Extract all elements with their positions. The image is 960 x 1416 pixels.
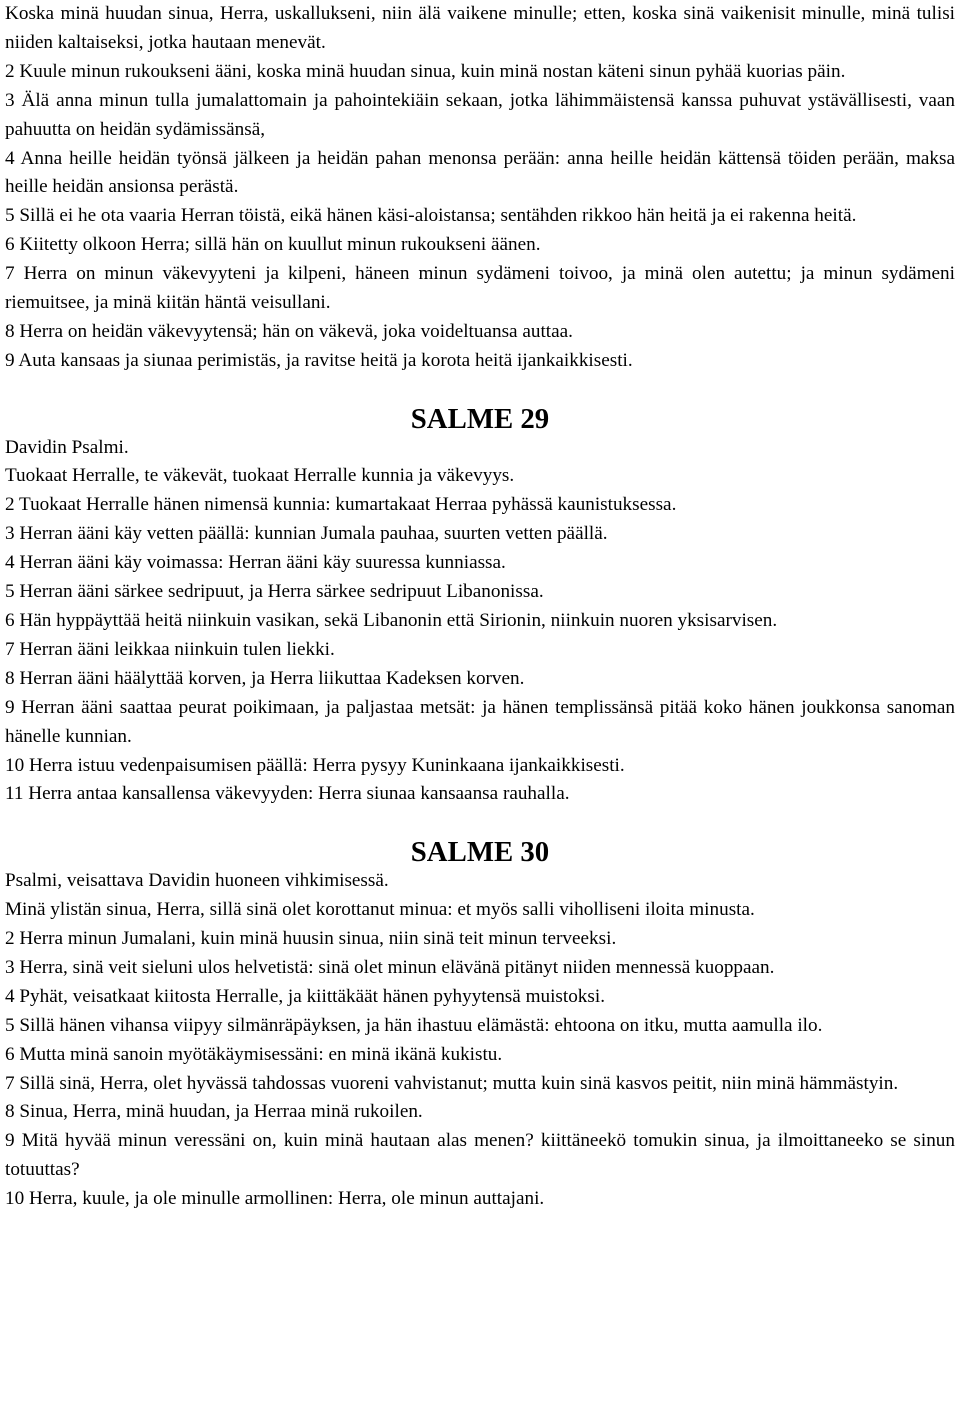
verse: 8 Sinua, Herra, minä huudan, ja Herraa minä rukoilen. <box>5 1101 423 1123</box>
verse: 9 Mitä hyvää minun veressäni on, kuin minä hautaan alas menen? kiittäneekö tomukin sinua, ja ilmoittaneeko se sinun totuuttas? <box>5 1130 955 1181</box>
verse: 9 Herran ääni saattaa peurat poikimaan, ja paljastaa metsät: ja hänen templissänsä pitää koko hänen joukkonsa sanoman hänelle kunnian. <box>5 696 955 747</box>
verse: Minä ylistän sinua, Herra, sillä sinä olet korottanut minua: et myös salli viholliseni iloita minusta. <box>5 899 755 921</box>
verse: 6 Hän hyppäyttää heitä niinkuin vasikan, sekä Libanonin että Sirionin, niinkuin nuoren yksisarvisen. <box>5 610 778 632</box>
verse: 2 Tuokaat Herralle hänen nimensä kunnia: kumartakaat Herraa pyhässä kaunistuksessa. <box>5 494 677 516</box>
verse: 10 Herra istuu vedenpaisumisen päällä: Herra pysyy Kuninkaana ijankaikkisesti. <box>5 754 625 776</box>
document-page <box>5 0 955 1214</box>
verse: 5 Herran ääni särkee sedripuut, ja Herra särkee sedripuut Libanonissa. <box>5 581 544 603</box>
verse: 8 Herra on heidän väkevyytensä; hän on väkevä, joka voideltuansa auttaa. <box>5 320 573 342</box>
verse: 8 Herran ääni häälyttää korven, ja Herra liikuttaa Kadeksen korven. <box>5 667 525 689</box>
verse: 11 Herra antaa kansallensa väkevyyden: Herra siunaa kansaansa rauhalla. <box>5 783 570 805</box>
verse: 5 Sillä hänen vihansa viipyy silmänräpäyksen, ja hän ihastuu elämästä: ehtoona on itku, mutta aamulla ilo. <box>5 1014 823 1036</box>
verse: Psalmi, veisattava Davidin huoneen vihkimisessä. <box>5 870 389 892</box>
verse: 7 Sillä sinä, Herra, olet hyvässä tahdossas vuoreni vahvistanut; mutta kuin sinä kasvos peitit, niin minä hämmästyin. <box>5 1072 899 1094</box>
verse: 2 Kuule minun rukoukseni ääni, koska minä huudan sinua, kuin minä nostan käteni sinun pyhää kuorias päin. <box>5 60 846 82</box>
verse: 3 Herran ääni käy vetten päällä: kunnian Jumala pauhaa, suurten vetten päällä. <box>5 523 608 545</box>
verse: 6 Kiitetty olkoon Herra; sillä hän on kuullut minun rukoukseni äänen. <box>5 234 541 256</box>
verse: 4 Herran ääni käy voimassa: Herran ääni käy suuressa kunniassa. <box>5 552 506 574</box>
verse: 5 Sillä ei he ota vaaria Herran töistä, eikä hänen käsi-aloistansa; sentähden rikkoo hän heitä ja ei rakenna heitä. <box>5 205 857 227</box>
psalm-28-continuation <box>5 0 955 376</box>
verse: Tuokaat Herralle, te väkevät, tuokaat Herralle kunnia ja väkevyys. <box>5 465 515 487</box>
psalm-29 <box>5 376 955 810</box>
psalm-30 <box>5 809 955 1214</box>
verse: 4 Pyhät, veisatkaat kiitosta Herralle, ja kiittäkäät hänen pyhyytensä muistoksi. <box>5 985 605 1007</box>
verse: 2 Herra minun Jumalani, kuin minä huusin sinua, niin sinä teit minun terveeksi. <box>5 927 617 949</box>
verse: 6 Mutta minä sanoin myötäkäymisessäni: en minä ikänä kukistu. <box>5 1043 503 1065</box>
verse: Koska minä huudan sinua, Herra, uskallukseni, niin älä vaikene minulle; etten, koska sinä vaikenisit minulle, minä tulisi niiden kaltaiseksi, jotka hautaan menevät. <box>5 3 955 53</box>
verse: 3 Herra, sinä veit sieluni ulos helvetistä: sinä olet minun elävänä pitänyt niiden mennessä kuoppaan. <box>5 956 775 978</box>
verse: 10 Herra, kuule, ja ole minulle armollinen: Herra, ole minun auttajani. <box>5 1188 545 1210</box>
verse: Davidin Psalmi. <box>5 436 129 458</box>
verse: 4 Anna heille heidän työnsä jälkeen ja heidän pahan menonsa perään: anna heille heidän kättensä töiden perään, maksa heille heidän ansionsa perästä. <box>5 147 955 198</box>
psalm-heading: SALME 29 <box>410 402 550 435</box>
verse: 3 Älä anna minun tulla jumalattomain ja pahointekiäin sekaan, jotka lähimmäistensä kanssa puhuvat ystävällisesti, vaan pahuutta on heidän sydämissänsä, <box>5 89 955 140</box>
verse: 9 Auta kansaas ja siunaa perimistäs, ja ravitse heitä ja korota heitä ijankaikkisesti. <box>5 349 633 371</box>
verse: 7 Herra on minun väkevyyteni ja kilpeni, häneen minun sydämeni toivoo, ja minä olen autettu; ja minun sydämeni riemuitsee, ja minä kiitän häntä veisullani. <box>5 263 955 314</box>
verse: 7 Herran ääni leikkaa niinkuin tulen liekki. <box>5 638 335 660</box>
psalm-heading: SALME 30 <box>410 836 550 869</box>
